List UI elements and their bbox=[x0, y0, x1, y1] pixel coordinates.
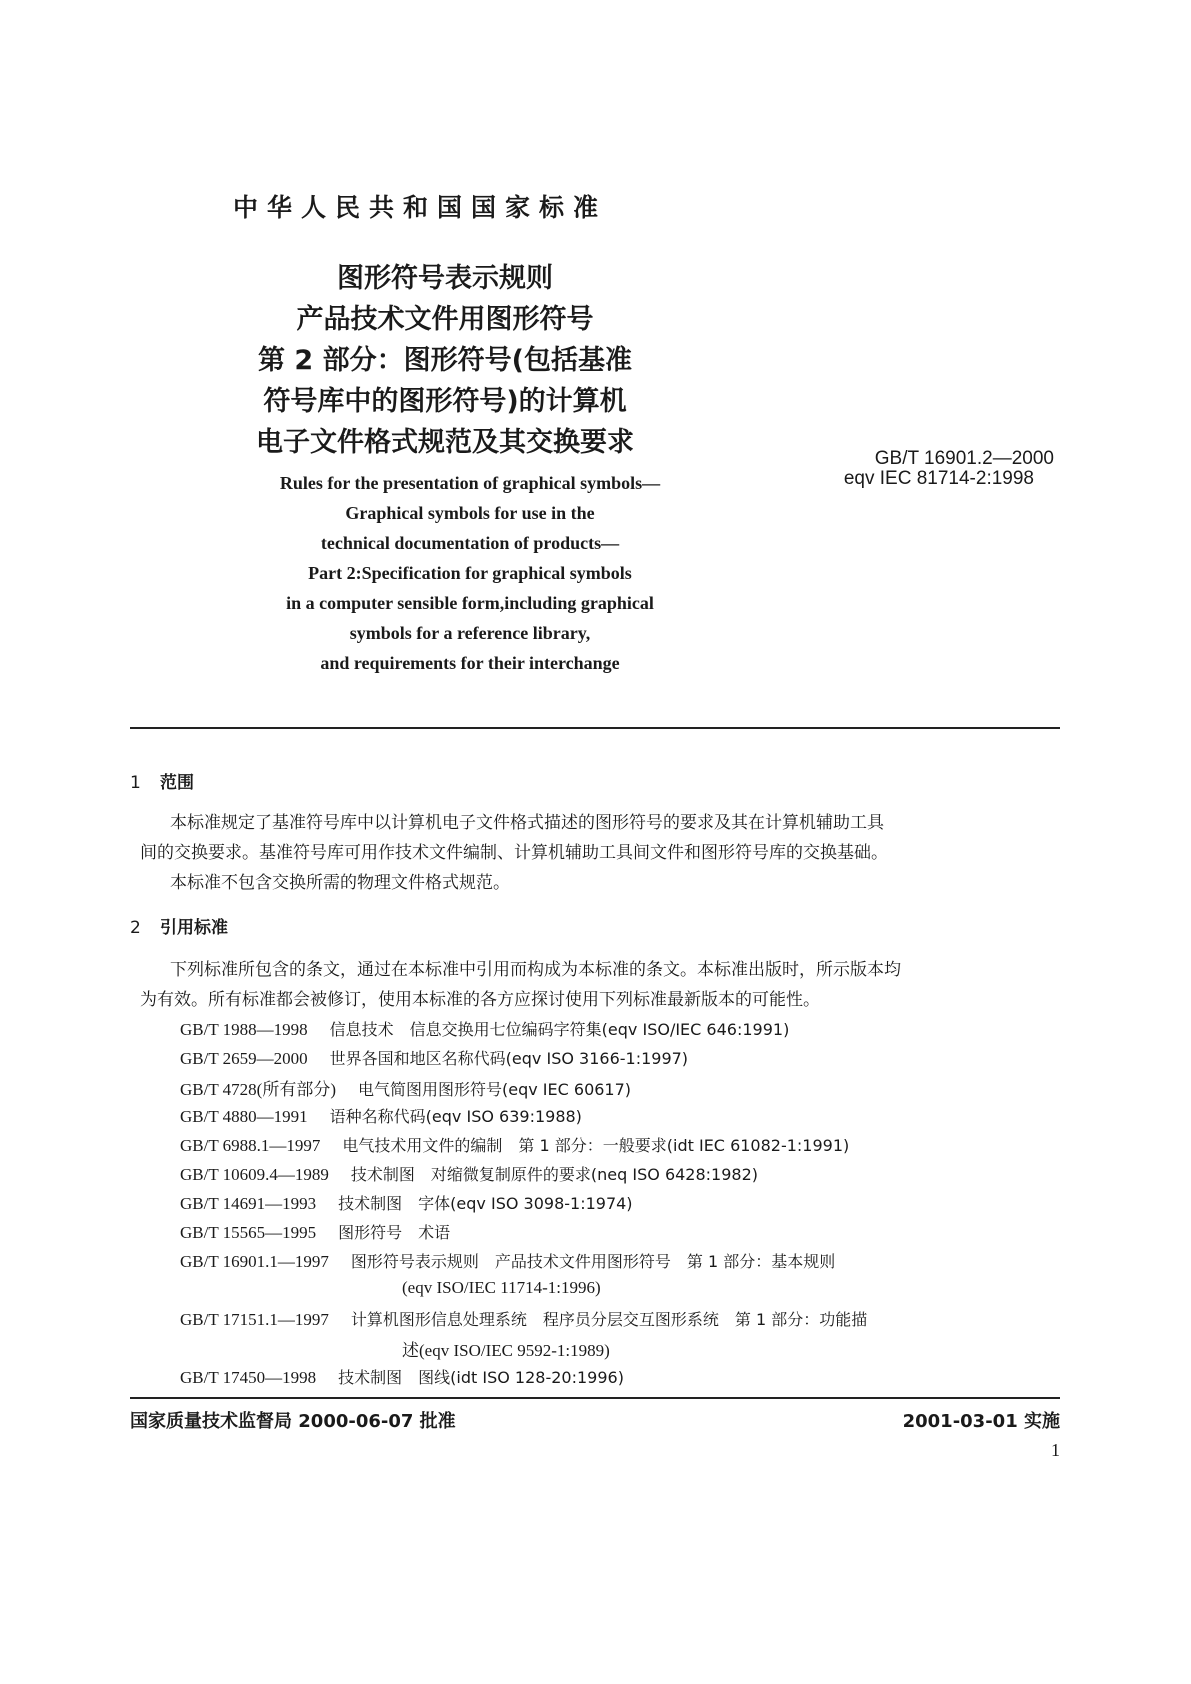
title-en-line-2: Graphical symbols for use in the bbox=[345, 503, 595, 523]
page-number: 1 bbox=[1051, 1440, 1060, 1460]
reference-code: GB/T 6988.1—1997 bbox=[180, 1136, 321, 1155]
reference-code: GB/T 15565—1995 bbox=[180, 1223, 317, 1242]
reference-title: 图形符号 术语 bbox=[338, 1223, 451, 1242]
reference-code: GB/T 17151.1—1997 bbox=[180, 1310, 329, 1329]
title-en-line-1: Rules for the presentation of graphical symbols— bbox=[279, 473, 661, 493]
title-en-line-3: technical documentation of products— bbox=[320, 533, 620, 553]
reference-code: GB/T 2659—2000 bbox=[180, 1049, 308, 1068]
reference-code: GB/T 17450—1998 bbox=[180, 1368, 317, 1387]
section-1-heading bbox=[130, 768, 194, 793]
equivalent-standard: eqv IEC 81714-2:1998 bbox=[843, 468, 1034, 489]
section-2-intro-line-2: 为有效。所有标准都会被修订，使用本标准的各方应探讨使用下列标准最新版本的可能性。 bbox=[140, 990, 820, 1010]
reference-title: 图形符号表示规则 产品技术文件用图形符号 第 1 部分：基本规则 bbox=[350, 1252, 836, 1271]
reference-title: 世界各国和地区名称代码(eqv ISO 3166-1:1997) bbox=[329, 1049, 689, 1068]
approval-date: 国家质量技术监督局 2000-06-07 批准 bbox=[130, 1411, 456, 1432]
title-en-line-6: symbols for a reference library, bbox=[349, 623, 591, 643]
header-divider bbox=[130, 727, 1060, 729]
reference-item bbox=[180, 1365, 1060, 1388]
implementation-date: 2001-03-01 实施 bbox=[902, 1411, 1060, 1432]
title-cn-line-1: 图形符号表示规则 bbox=[337, 263, 553, 294]
reference-title: 电气简图用图形符号(eqv IEC 60617) bbox=[358, 1080, 632, 1099]
reference-title: 技术制图 字体(eqv ISO 3098-1:1974) bbox=[338, 1194, 633, 1213]
reference-title: 技术制图 对缩微复制原件的要求(neq ISO 6428:1982) bbox=[350, 1165, 759, 1184]
reference-item bbox=[180, 1191, 1060, 1214]
section-2-intro-line-1: 下列标准所包含的条文，通过在本标准中引用而构成为本标准的条文。本标准出版时，所示版本均 bbox=[170, 960, 901, 980]
section-2-number: 2 bbox=[130, 918, 141, 938]
reference-code: GB/T 4728(所有部分) bbox=[180, 1080, 336, 1099]
title-en-line-4: Part 2:Specification for graphical symbols bbox=[308, 563, 632, 583]
section-1-para-1-line-2: 间的交换要求。基准符号库可用作技术文件编制、计算机辅助工具间文件和图形符号库的交换基础。 bbox=[140, 843, 888, 863]
footer-divider bbox=[130, 1397, 1060, 1399]
reference-item bbox=[180, 1133, 1060, 1156]
standard-number: GB/T 16901.2—2000 bbox=[874, 448, 1054, 469]
title-cn-line-4: 符号库中的图形符号)的计算机 bbox=[263, 386, 627, 417]
section-1-para-2: 本标准不包含交换所需的物理文件格式规范。 bbox=[170, 873, 510, 893]
reference-title: 计算机图形信息处理系统 程序员分层交互图形系统 第 1 部分：功能描 bbox=[350, 1310, 868, 1329]
reference-item bbox=[180, 1104, 1060, 1127]
reference-item bbox=[180, 1162, 1060, 1185]
reference-item bbox=[180, 1075, 1060, 1100]
section-2-heading bbox=[130, 913, 228, 938]
reference-item bbox=[180, 1307, 1060, 1330]
title-cn-line-3: 第 2 部分：图形符号(包括基准 bbox=[258, 345, 632, 376]
reference-code: GB/T 1988—1998 bbox=[180, 1020, 308, 1039]
reference-code: GB/T 16901.1—1997 bbox=[180, 1252, 329, 1271]
section-2-title: 引用标准 bbox=[160, 918, 228, 938]
reference-continuation: (eqv ISO/IEC 11714-1:1996) bbox=[402, 1278, 601, 1297]
section-1-number: 1 bbox=[130, 773, 141, 793]
reference-item bbox=[180, 1220, 1060, 1243]
reference-code: GB/T 4880—1991 bbox=[180, 1107, 308, 1126]
reference-title: 语种名称代码(eqv ISO 639:1988) bbox=[329, 1107, 582, 1126]
reference-item bbox=[180, 1017, 1060, 1040]
section-1-para-1-line-1: 本标准规定了基准符号库中以计算机电子文件格式描述的图形符号的要求及其在计算机辅助工具 bbox=[170, 813, 884, 833]
reference-item bbox=[180, 1046, 1060, 1069]
reference-title: 电气技术用文件的编制 第 1 部分：一般要求(idt IEC 61082-1:1991) bbox=[342, 1136, 850, 1155]
reference-continuation: 述(eqv ISO/IEC 9592-1:1989) bbox=[402, 1341, 610, 1360]
reference-code: GB/T 14691—1993 bbox=[180, 1194, 317, 1213]
title-cn-line-5: 电子文件格式规范及其交换要求 bbox=[256, 427, 634, 458]
reference-title: 技术制图 图线(idt ISO 128-20:1996) bbox=[338, 1368, 624, 1387]
national-standard-header: 中华人民共和国国家标准 bbox=[232, 193, 607, 222]
title-en-line-5: in a computer sensible form,including graphical bbox=[286, 593, 654, 613]
section-1-title: 范围 bbox=[160, 773, 194, 793]
title-cn-line-2: 产品技术文件用图形符号 bbox=[296, 304, 594, 335]
reference-item bbox=[180, 1249, 1060, 1272]
title-en-line-7: and requirements for their interchange bbox=[320, 653, 620, 673]
reference-code: GB/T 10609.4—1989 bbox=[180, 1165, 329, 1184]
reference-title: 信息技术 信息交换用七位编码字符集(eqv ISO/IEC 646:1991) bbox=[329, 1020, 790, 1039]
